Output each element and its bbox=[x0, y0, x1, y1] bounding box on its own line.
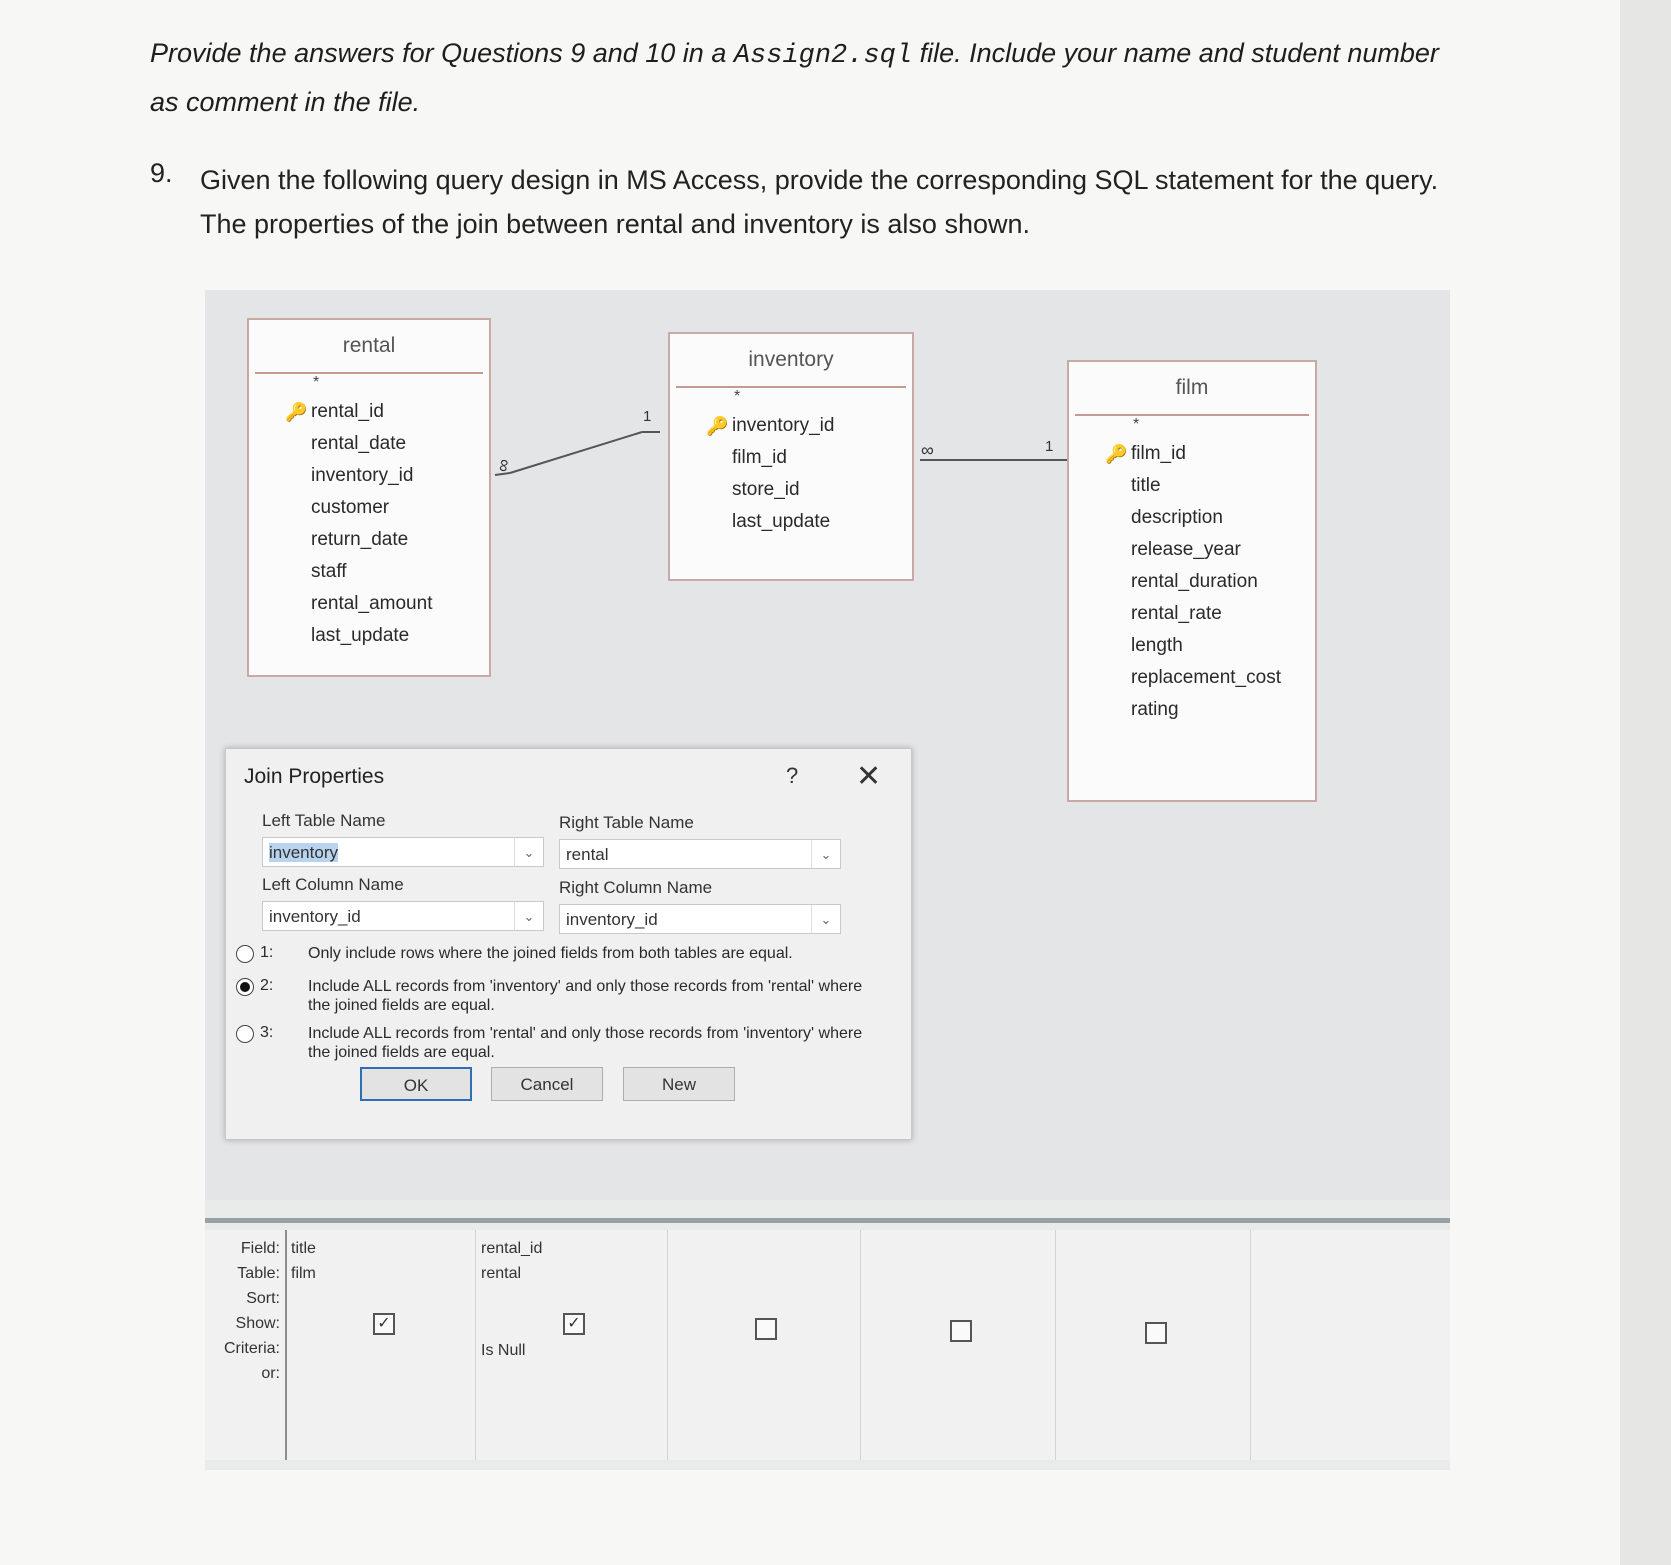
question-text: Given the following query design in MS Access, provide the corresponding SQL statement for the query. The properties of the join between rental and inventory is also shown. bbox=[200, 165, 1439, 239]
left-column-name-select[interactable] bbox=[262, 901, 544, 931]
grid-col5-show-checkbox[interactable] bbox=[1145, 1322, 1167, 1344]
film-table[interactable] bbox=[1067, 360, 1317, 802]
grid-col2-table[interactable]: rental bbox=[481, 1265, 522, 1282]
rental-field-return-date[interactable]: return_date bbox=[311, 529, 409, 550]
left-table-name-select[interactable] bbox=[262, 837, 544, 867]
inventory-all-fields[interactable]: * bbox=[734, 388, 741, 405]
rental-field-rental-id[interactable] bbox=[249, 396, 489, 428]
inventory-table[interactable] bbox=[668, 332, 914, 581]
row-label-or: or: bbox=[261, 1365, 280, 1382]
grid-column-divider bbox=[475, 1230, 476, 1460]
rental-all-fields[interactable]: * bbox=[313, 374, 320, 391]
query-design-grid bbox=[205, 1230, 1450, 1460]
grid-column-divider bbox=[860, 1230, 861, 1460]
grid-col2-criteria[interactable]: Is Null bbox=[481, 1342, 526, 1359]
film-field-release-year[interactable]: release_year bbox=[1131, 539, 1241, 560]
grid-column-divider bbox=[285, 1230, 287, 1460]
left-table-name-label: Left Table Name bbox=[262, 811, 386, 830]
film-field-rental-duration[interactable]: rental_duration bbox=[1131, 571, 1258, 592]
grid-col3-show-checkbox[interactable] bbox=[755, 1318, 777, 1340]
join-option-1-radio[interactable] bbox=[236, 945, 254, 963]
rental-field-rental-amount[interactable]: rental_amount bbox=[311, 593, 433, 614]
right-table-name-label: Right Table Name bbox=[559, 813, 694, 832]
grid-col1-field[interactable]: title bbox=[291, 1240, 316, 1257]
rental-inventory-one-symbol: 1 bbox=[643, 408, 652, 425]
intro-filename: Assign2.sql bbox=[733, 41, 913, 71]
join-option-3-radio[interactable] bbox=[236, 1025, 254, 1043]
rental-inventory-many-symbol: ∞ bbox=[491, 457, 514, 474]
film-field-rental-rate[interactable]: rental_rate bbox=[1131, 603, 1222, 624]
inventory-film-many-symbol: ∞ bbox=[921, 440, 934, 460]
page-edge bbox=[1620, 0, 1671, 1565]
inventory-field-label: inventory_id bbox=[732, 415, 835, 436]
inventory-film-one-symbol: 1 bbox=[1045, 438, 1054, 455]
right-column-name-select[interactable] bbox=[559, 904, 841, 934]
film-field-description[interactable]: description bbox=[1131, 507, 1223, 528]
intro-text-part2: file. Include your name and student number as comment in the file. bbox=[150, 38, 1439, 117]
join-option-2-number: 2: bbox=[260, 977, 274, 994]
left-column-name-label: Left Column Name bbox=[262, 875, 404, 894]
inventory-field-store-id[interactable]: store_id bbox=[732, 479, 800, 500]
pane-splitter[interactable] bbox=[205, 1218, 1450, 1223]
rental-table-title: rental bbox=[255, 320, 483, 374]
close-icon[interactable]: ✕ bbox=[856, 760, 882, 793]
grid-col4-show-checkbox[interactable] bbox=[950, 1320, 972, 1342]
grid-column-divider bbox=[667, 1230, 668, 1460]
chevron-down-icon[interactable]: ⌄ bbox=[514, 838, 543, 866]
inventory-field-last-update[interactable]: last_update bbox=[732, 511, 831, 532]
primary-key-icon: 🔑 bbox=[285, 402, 308, 422]
left-column-value: inventory_id bbox=[269, 907, 361, 926]
rental-table[interactable] bbox=[247, 318, 491, 677]
rental-field-last-update[interactable]: last_update bbox=[311, 625, 410, 646]
rental-field-inventory-id[interactable]: inventory_id bbox=[311, 465, 414, 486]
left-table-value: inventory bbox=[269, 843, 338, 862]
access-query-design bbox=[205, 290, 1450, 1470]
right-table-value: rental bbox=[566, 845, 609, 864]
right-column-name-label: Right Column Name bbox=[559, 878, 713, 897]
rental-field-label: rental_id bbox=[311, 401, 384, 422]
cancel-button[interactable]: Cancel bbox=[491, 1067, 603, 1101]
rental-inventory-join-line bbox=[510, 432, 642, 473]
film-field-film-id[interactable] bbox=[1069, 438, 1315, 470]
chevron-down-icon[interactable]: ⌄ bbox=[811, 840, 840, 868]
join-option-1-number: 1: bbox=[260, 944, 274, 961]
right-column-value: inventory_id bbox=[566, 910, 658, 929]
grid-col2-field[interactable]: rental_id bbox=[481, 1240, 543, 1257]
row-label-show: Show: bbox=[235, 1315, 280, 1332]
chevron-down-icon[interactable]: ⌄ bbox=[514, 902, 543, 930]
film-field-replacement-cost[interactable]: replacement_cost bbox=[1131, 667, 1281, 688]
inventory-field-inventory-id[interactable] bbox=[670, 410, 912, 442]
row-label-criteria: Criteria: bbox=[223, 1340, 280, 1357]
join-option-3-text: Include ALL records from 'rental' and only those records from 'inventory' where the joined fields are equal. bbox=[308, 1025, 863, 1061]
dialog-title: Join Properties bbox=[244, 765, 385, 788]
rental-field-customer[interactable]: customer bbox=[311, 497, 390, 518]
film-table-title: film bbox=[1075, 362, 1309, 416]
join-option-1-text: Only include rows where the joined fields from both tables are equal. bbox=[308, 945, 793, 962]
right-table-name-select[interactable] bbox=[559, 839, 841, 869]
grid-col2-show-checkbox[interactable]: ✓ bbox=[563, 1313, 585, 1335]
ok-button[interactable]: OK bbox=[360, 1067, 472, 1101]
film-field-length[interactable]: length bbox=[1131, 635, 1183, 656]
grid-column-divider bbox=[1055, 1230, 1056, 1460]
primary-key-icon: 🔑 bbox=[706, 416, 729, 436]
help-icon[interactable]: ? bbox=[786, 763, 799, 788]
new-button[interactable]: New bbox=[623, 1067, 735, 1101]
intro-instruction bbox=[150, 30, 1450, 125]
row-label-table: Table: bbox=[237, 1265, 280, 1282]
join-option-3-number: 3: bbox=[260, 1024, 274, 1041]
inventory-table-title: inventory bbox=[676, 334, 906, 388]
join-option-2-text: Include ALL records from 'inventory' and only those records from 'rental' where the joined fields are equal. bbox=[308, 978, 863, 1014]
question-number: 9. bbox=[150, 158, 173, 188]
grid-col1-show-checkbox[interactable]: ✓ bbox=[373, 1313, 395, 1335]
intro-text-part1: Provide the answers for Questions 9 and 10 in a bbox=[150, 38, 734, 68]
rental-field-staff[interactable]: staff bbox=[311, 561, 347, 582]
film-field-label: film_id bbox=[1131, 443, 1186, 464]
row-label-sort: Sort: bbox=[246, 1290, 280, 1307]
join-option-2-radio[interactable] bbox=[236, 978, 254, 996]
grid-column-divider bbox=[1250, 1230, 1251, 1460]
rental-inventory-many-tick bbox=[495, 473, 510, 475]
inventory-field-film-id[interactable]: film_id bbox=[732, 447, 787, 468]
film-field-rating[interactable]: rating bbox=[1131, 699, 1179, 720]
film-field-title[interactable]: title bbox=[1131, 475, 1161, 496]
rental-field-rental-date[interactable]: rental_date bbox=[311, 433, 407, 454]
primary-key-icon: 🔑 bbox=[1105, 444, 1128, 464]
grid-col1-table[interactable]: film bbox=[291, 1265, 316, 1282]
chevron-down-icon[interactable]: ⌄ bbox=[811, 905, 840, 933]
row-label-field: Field: bbox=[240, 1240, 280, 1257]
film-all-fields[interactable]: * bbox=[1133, 416, 1140, 433]
join-properties-dialog bbox=[225, 748, 912, 1140]
